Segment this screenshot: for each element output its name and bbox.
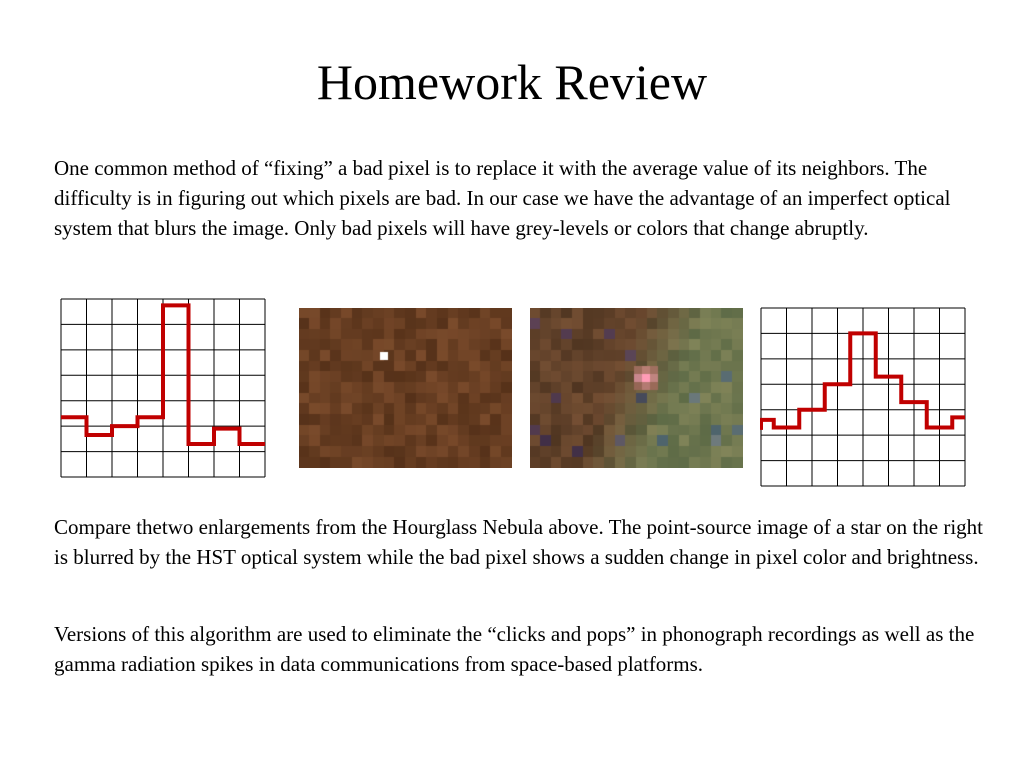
star-profile-chart [760, 307, 966, 487]
comparison-paragraph: Compare thetwo enlargements from the Hourglass Nebula above. The point-source image of a star on the right is blurred by the HST optical system while the bad pixel shows a sudden change in pixel color and brightness. [54, 515, 983, 569]
star-point-source-image [530, 308, 743, 468]
applications-paragraph: Versions of this algorithm are used to eliminate the “clicks and pops” in phonograph recordings as well as the gamma radiation spikes in data communications from space-based platforms. [54, 622, 975, 676]
slide-title: Homework Review [316, 54, 708, 110]
bad-pixel-nebula-image [299, 308, 512, 468]
bad-pixel-profile-chart [60, 298, 266, 478]
intro-paragraph: One common method of “fixing” a bad pixel is to replace it with the average value of its neighbors. The difficulty is in figuring out which pixels are bad. In our case we have the advantage of an imperfect optical system that blurs the image. Only bad pixels will have grey-levels or colors that change abruptly. [54, 156, 951, 240]
